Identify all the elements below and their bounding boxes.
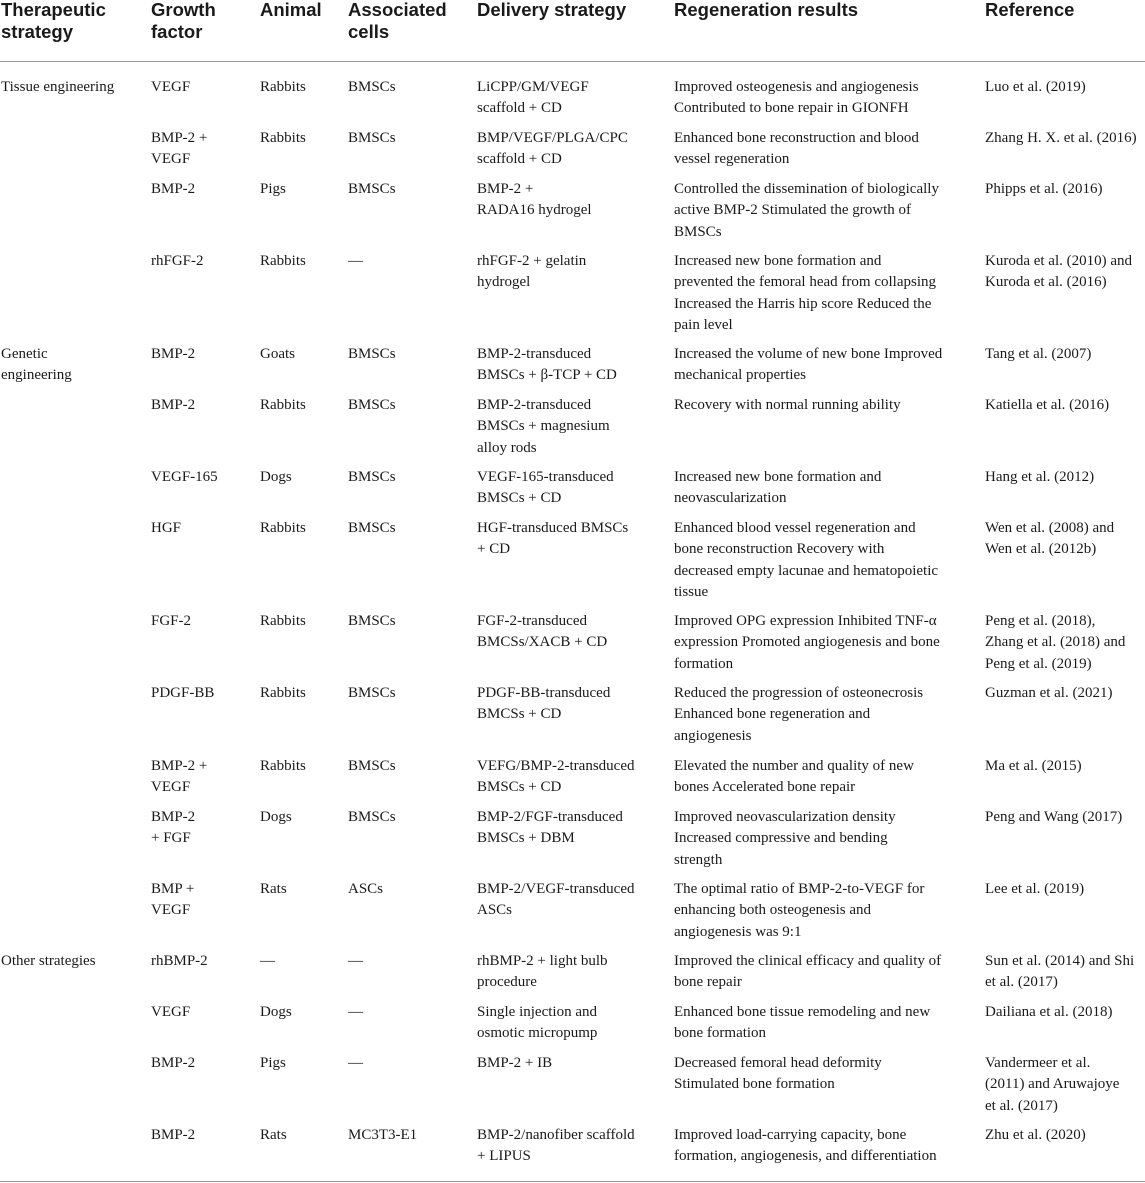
regeneration-results-cell (674, 77, 976, 120)
cell-line: Tissue engineering (1, 79, 115, 95)
regeneration-results-cell (674, 1002, 976, 1045)
reference-cell (985, 1053, 1145, 1117)
cell-line: formation, angiogenesis, and differentiation (674, 1148, 937, 1165)
header-line: cells (348, 21, 390, 42)
header-reference (985, 0, 1074, 21)
animal-cell (260, 179, 340, 200)
associated-cells-cell (348, 344, 468, 365)
cell-line: BMP-2 (151, 1127, 196, 1143)
cell-line: RADA16 hydrogel (477, 202, 592, 219)
animal-cell (260, 1053, 340, 1074)
cell-line: Lee et al. (2019) (985, 881, 1085, 897)
cell-line: formation (674, 655, 734, 672)
header-line: Animal (260, 0, 322, 20)
cell-line: Enhanced blood vessel regeneration and (674, 520, 916, 536)
animal-cell (260, 128, 340, 149)
header-therapeutic-strategy (1, 0, 106, 43)
associated-cells-cell (348, 179, 468, 200)
cell-line: Rabbits (260, 520, 306, 536)
cell-line: BMSCs (348, 346, 396, 362)
cell-line: BMP-2 + (151, 758, 208, 774)
cell-line: VEGF (151, 779, 191, 796)
delivery-strategy-cell (477, 467, 665, 510)
cell-line: Wen et al. (2012b) (985, 541, 1097, 558)
cell-line: BMSCs (348, 130, 396, 146)
cell-line: — (348, 1004, 363, 1020)
cell-line: Contributed to bone repair in GIONFH (674, 100, 909, 117)
cell-line: Recovery with normal running ability (674, 397, 901, 413)
cell-line: Katiella et al. (2016) (985, 397, 1110, 413)
cell-line: BMCSs + CD (477, 706, 562, 723)
cell-line: Pigs (260, 181, 286, 197)
cell-line: + FGF (151, 830, 191, 847)
cell-line: Improved osteogenesis and angiogenesis (674, 79, 919, 95)
cell-line: decreased empty lacunae and hematopoietic (674, 562, 939, 579)
cell-line: strength (674, 851, 723, 868)
cell-line: Increased new bone formation and (674, 253, 882, 269)
cell-line: rhFGF-2 (151, 253, 204, 269)
cell-line: PDGF-BB (151, 685, 215, 701)
cell-line: Rabbits (260, 253, 306, 269)
cell-line: Ma et al. (2015) (985, 758, 1082, 774)
associated-cells-cell (348, 807, 468, 828)
cell-line: PDGF-BB-transduced (477, 685, 611, 701)
cell-line: Hang et al. (2012) (985, 469, 1095, 485)
reference-cell (985, 77, 1145, 98)
associated-cells-cell (348, 395, 468, 416)
reference-cell (985, 683, 1145, 704)
delivery-strategy-cell (477, 344, 665, 387)
cell-line: Peng et al. (2018), (985, 613, 1096, 629)
regeneration-results-cell (674, 807, 976, 871)
cell-line: Increased new bone formation and (674, 469, 882, 485)
cell-line: VEGF-165-transduced (477, 469, 614, 485)
cell-line: BMP-2 (151, 346, 196, 362)
cell-line: BMP-2/nanofiber scaffold (477, 1127, 635, 1143)
cell-line: Peng and Wang (2017) (985, 809, 1123, 825)
cell-line: BMSCs (348, 613, 396, 629)
delivery-strategy-cell (477, 77, 665, 120)
cell-line: BMSCs (348, 181, 396, 197)
cell-line: scaffold + CD (477, 151, 562, 168)
reference-cell (985, 128, 1145, 149)
associated-cells-cell (348, 77, 468, 98)
cell-line: BMSCs + β-TCP + CD (477, 367, 617, 384)
growth-factor-cell (151, 179, 251, 200)
cell-line: rhBMP-2 + light bulb (477, 953, 608, 969)
header-line: Associated (348, 0, 447, 20)
reference-cell (985, 1002, 1145, 1023)
delivery-strategy-cell (477, 128, 665, 171)
header-delivery-strategy (477, 0, 626, 21)
cell-line: Rabbits (260, 685, 306, 701)
animal-cell (260, 756, 340, 777)
regeneration-results-cell (674, 611, 976, 675)
cell-line: BMP-2 + IB (477, 1055, 553, 1071)
cell-line: BMP-2/FGF-transduced (477, 809, 623, 825)
cell-line: Zhu et al. (2020) (985, 1127, 1086, 1143)
growth-factor-cell (151, 251, 251, 272)
reference-cell (985, 879, 1145, 900)
cell-line: osmotic micropump (477, 1025, 598, 1042)
cell-line: BMSCs (674, 223, 722, 240)
header-line: Delivery strategy (477, 0, 627, 20)
cell-line: HGF-transduced BMSCs (477, 520, 629, 536)
animal-cell (260, 807, 340, 828)
cell-line: bone formation (674, 1025, 767, 1042)
associated-cells-cell (348, 1125, 468, 1146)
cell-line: + LIPUS (477, 1148, 531, 1165)
cell-line: Single injection and (477, 1004, 597, 1020)
cell-line: Phipps et al. (2016) (985, 181, 1103, 197)
cell-line: Guzman et al. (2021) (985, 685, 1113, 701)
cell-line: Wen et al. (2008) and (985, 520, 1115, 536)
delivery-strategy-cell (477, 611, 665, 654)
cell-line: Rabbits (260, 758, 306, 774)
cell-line: Kuroda et al. (2016) (985, 274, 1107, 291)
cell-line: Enhanced bone tissue remodeling and new (674, 1004, 931, 1020)
animal-cell (260, 518, 340, 539)
cell-line: FGF-2 (151, 613, 192, 629)
animal-cell (260, 1125, 340, 1146)
cell-line: Rats (260, 1127, 287, 1143)
cell-line: VEGF (151, 151, 191, 168)
cell-line: Enhanced bone regeneration and (674, 706, 871, 723)
cell-line: Increased the volume of new bone Improved (674, 346, 943, 362)
cell-line: + CD (477, 541, 511, 558)
cell-line: VEFG/BMP-2-transduced (477, 758, 635, 774)
regeneration-results-cell (674, 683, 976, 747)
associated-cells-cell (348, 756, 468, 777)
associated-cells-cell (348, 879, 468, 900)
cell-line: engineering (1, 367, 72, 384)
cell-line: LiCPP/GM/VEGF (477, 79, 589, 95)
cell-line: Rabbits (260, 130, 306, 146)
cell-line: BMSCs + magnesium (477, 418, 610, 435)
delivery-strategy-cell (477, 1053, 665, 1074)
animal-cell (260, 467, 340, 488)
cell-line: vessel regeneration (674, 151, 790, 168)
cell-line: angiogenesis was 9:1 (674, 923, 802, 940)
cell-line: pain level (674, 317, 733, 334)
cell-line: VEGF (151, 1004, 191, 1020)
cell-line: Controlled the dissemination of biologically (674, 181, 939, 197)
delivery-strategy-cell (477, 518, 665, 561)
cell-line: procedure (477, 974, 537, 991)
cell-line: Increased the Harris hip score Reduced the (674, 295, 932, 312)
cell-line: BMSCs (348, 397, 396, 413)
associated-cells-cell (348, 683, 468, 704)
header-rule (0, 61, 1145, 62)
cell-line: BMSCs (348, 520, 396, 536)
cell-line: Dailiana et al. (2018) (985, 1004, 1113, 1020)
associated-cells-cell (348, 611, 468, 632)
delivery-strategy-cell (477, 1002, 665, 1045)
cell-line: rhFGF-2 + gelatin (477, 253, 587, 269)
cell-line: Pigs (260, 1055, 286, 1071)
cell-line: BMSCs + CD (477, 779, 562, 796)
cell-line: Improved load-carrying capacity, bone (674, 1127, 907, 1143)
cell-line: hydrogel (477, 274, 531, 291)
cell-line: et al. (2017) (985, 1097, 1058, 1114)
growth-factor-cell (151, 77, 251, 98)
regeneration-results-cell (674, 879, 976, 943)
cell-line: FGF-2-transduced (477, 613, 587, 629)
cell-line: Decreased femoral head deformity (674, 1055, 882, 1071)
header-animal (260, 0, 322, 21)
cell-line: neovascularization (674, 490, 787, 507)
reference-cell (985, 395, 1145, 416)
cell-line: BMSCs (348, 469, 396, 485)
cell-line: BMSCs (348, 685, 396, 701)
cell-line: Stimulated bone formation (674, 1076, 835, 1093)
delivery-strategy-cell (477, 251, 665, 294)
regeneration-results-cell (674, 951, 976, 994)
cell-line: Increased compressive and bending (674, 830, 888, 847)
cell-line: — (348, 253, 363, 269)
associated-cells-cell (348, 1053, 468, 1074)
growth-factor-cell (151, 756, 251, 799)
cell-line: (2011) and Aruwajoye (985, 1076, 1120, 1093)
growth-factor-cell (151, 128, 251, 171)
header-line: Regeneration results (674, 0, 859, 20)
cell-line: et al. (2017) (985, 974, 1058, 991)
reference-cell (985, 951, 1145, 994)
delivery-strategy-cell (477, 951, 665, 994)
regeneration-results-cell (674, 467, 976, 510)
reference-cell (985, 1125, 1145, 1146)
delivery-strategy-cell (477, 395, 665, 459)
cell-line: Genetic (1, 346, 48, 362)
reference-cell (985, 807, 1145, 828)
delivery-strategy-cell (477, 807, 665, 850)
cell-line: BMP-2 (151, 397, 196, 413)
cell-line: bone repair (674, 974, 742, 991)
cell-line: BMP + (151, 881, 195, 897)
growth-factor-cell (151, 467, 251, 488)
cell-line: Dogs (260, 469, 292, 485)
cell-line: Elevated the number and quality of new (674, 758, 914, 774)
associated-cells-cell (348, 251, 468, 272)
cell-line: MC3T3-E1 (348, 1127, 418, 1143)
animal-cell (260, 1002, 340, 1023)
cell-line: angiogenesis (674, 727, 752, 744)
reference-cell (985, 251, 1145, 294)
cell-line: Improved OPG expression Inhibited TNF-α (674, 613, 937, 629)
regeneration-results-cell (674, 395, 976, 416)
animal-cell (260, 395, 340, 416)
growth-factor-cell (151, 1125, 251, 1146)
header-line: strategy (1, 21, 73, 42)
growth-factor-cell (151, 518, 251, 539)
regeneration-results-cell (674, 344, 976, 387)
delivery-strategy-cell (477, 1125, 665, 1168)
cell-line: BMP-2 (151, 181, 196, 197)
cell-line: scaffold + CD (477, 100, 562, 117)
cell-line: BMP-2 (151, 1055, 196, 1071)
table-header (0, 0, 1145, 60)
header-line: Reference (985, 0, 1075, 20)
cell-line: BMP-2 + (477, 181, 534, 197)
animal-cell (260, 951, 340, 972)
growth-factor-cell (151, 879, 251, 922)
cell-line: Kuroda et al. (2010) and (985, 253, 1133, 269)
cell-line: BMSCs + DBM (477, 830, 575, 847)
reference-cell (985, 467, 1145, 488)
cell-line: BMP-2 (151, 809, 196, 825)
regeneration-results-cell (674, 1053, 976, 1096)
cell-line: rhBMP-2 (151, 953, 208, 969)
cell-line: ASCs (477, 902, 513, 919)
cell-line: Tang et al. (2007) (985, 346, 1092, 362)
delivery-strategy-cell (477, 879, 665, 922)
cell-line: expression Promoted angiogenesis and bone (674, 634, 940, 651)
cell-line: BMP-2-transduced (477, 346, 592, 362)
cell-line: Vandermeer et al. (985, 1055, 1091, 1071)
cell-line: tissue (674, 584, 709, 601)
cell-line: Luo et al. (2019) (985, 79, 1086, 95)
header-growth-factor (151, 0, 216, 43)
cell-line: Rabbits (260, 613, 306, 629)
cell-line: The optimal ratio of BMP-2-to-VEGF for (674, 881, 925, 897)
animal-cell (260, 77, 340, 98)
cell-line: bone reconstruction Recovery with (674, 541, 885, 558)
cell-line: Improved the clinical efficacy and quality of (674, 953, 942, 969)
cell-line: Zhang H. X. et al. (2016) (985, 130, 1137, 146)
associated-cells-cell (348, 518, 468, 539)
cell-line: prevented the femoral head from collapsing (674, 274, 936, 291)
cell-line: VEGF-165 (151, 469, 218, 485)
cell-line: Other strategies (1, 953, 96, 969)
delivery-strategy-cell (477, 179, 665, 222)
animal-cell (260, 611, 340, 632)
animal-cell (260, 251, 340, 272)
growth-factor-cell (151, 395, 251, 416)
cell-line: Rabbits (260, 79, 306, 95)
cell-line: HGF (151, 520, 182, 536)
reference-cell (985, 179, 1145, 200)
cell-line: — (260, 953, 275, 969)
animal-cell (260, 683, 340, 704)
cell-line: — (348, 1055, 363, 1071)
regeneration-results-cell (674, 756, 976, 799)
cell-line: Peng et al. (2019) (985, 655, 1092, 672)
strategy-cell (1, 344, 141, 387)
associated-cells-cell (348, 1002, 468, 1023)
strategy-cell (1, 951, 141, 972)
cell-line: mechanical properties (674, 367, 807, 384)
growth-factor-cell (151, 611, 251, 632)
cell-line: Rabbits (260, 397, 306, 413)
cell-line: Reduced the progression of osteonecrosis (674, 685, 924, 701)
cell-line: BMSCs (348, 758, 396, 774)
regeneration-results-cell (674, 1125, 976, 1168)
cell-line: Enhanced bone reconstruction and blood (674, 130, 919, 146)
cell-line: alloy rods (477, 439, 537, 456)
strategy-cell (1, 77, 141, 98)
cell-line: VEGF (151, 902, 191, 919)
reference-cell (985, 344, 1145, 365)
cell-line: BMSCs (348, 809, 396, 825)
cell-line: BMP/VEGF/PLGA/CPC (477, 130, 628, 146)
growth-factor-cell (151, 951, 251, 972)
cell-line: Dogs (260, 809, 292, 825)
cell-line: enhancing both osteogenesis and (674, 902, 872, 919)
cell-line: BMCSs/XACB + CD (477, 634, 608, 651)
regeneration-results-cell (674, 518, 976, 604)
reference-cell (985, 518, 1145, 561)
delivery-strategy-cell (477, 683, 665, 726)
regeneration-results-cell (674, 128, 976, 171)
header-line: factor (151, 21, 203, 42)
regeneration-results-cell (674, 179, 976, 243)
cell-line: BMP-2-transduced (477, 397, 592, 413)
cell-line: bones Accelerated bone repair (674, 779, 856, 796)
cell-line: ASCs (348, 881, 384, 897)
cell-line: Goats (260, 346, 295, 362)
cell-line: active BMP-2 Stimulated the growth of (674, 202, 912, 219)
regeneration-results-cell (674, 251, 976, 337)
cell-line: Dogs (260, 1004, 292, 1020)
cell-line: BMSCs (348, 79, 396, 95)
cell-line: — (348, 953, 363, 969)
cell-line: VEGF (151, 79, 191, 95)
bottom-rule (0, 1181, 1145, 1182)
growth-factor-cell (151, 1053, 251, 1074)
reference-cell (985, 756, 1145, 777)
cell-line: Improved neovascularization density (674, 809, 896, 825)
growth-factor-cell (151, 683, 251, 704)
header-associated-cells (348, 0, 447, 43)
reference-cell (985, 611, 1145, 675)
header-regeneration-results (674, 0, 858, 21)
animal-cell (260, 344, 340, 365)
cell-line: Zhang et al. (2018) and (985, 634, 1126, 651)
cell-line: BMSCs + CD (477, 490, 562, 507)
delivery-strategy-cell (477, 756, 665, 799)
animal-cell (260, 879, 340, 900)
cell-line: Sun et al. (2014) and Shi (985, 953, 1135, 969)
growth-factor-cell (151, 807, 251, 850)
header-line: Growth (151, 0, 216, 20)
associated-cells-cell (348, 128, 468, 149)
growth-factor-cell (151, 344, 251, 365)
cell-line: BMP-2/VEGF-transduced (477, 881, 635, 897)
growth-factor-cell (151, 1002, 251, 1023)
cell-line: Rats (260, 881, 287, 897)
header-line: Therapeutic (1, 0, 106, 20)
associated-cells-cell (348, 467, 468, 488)
associated-cells-cell (348, 951, 468, 972)
cell-line: BMP-2 + (151, 130, 208, 146)
